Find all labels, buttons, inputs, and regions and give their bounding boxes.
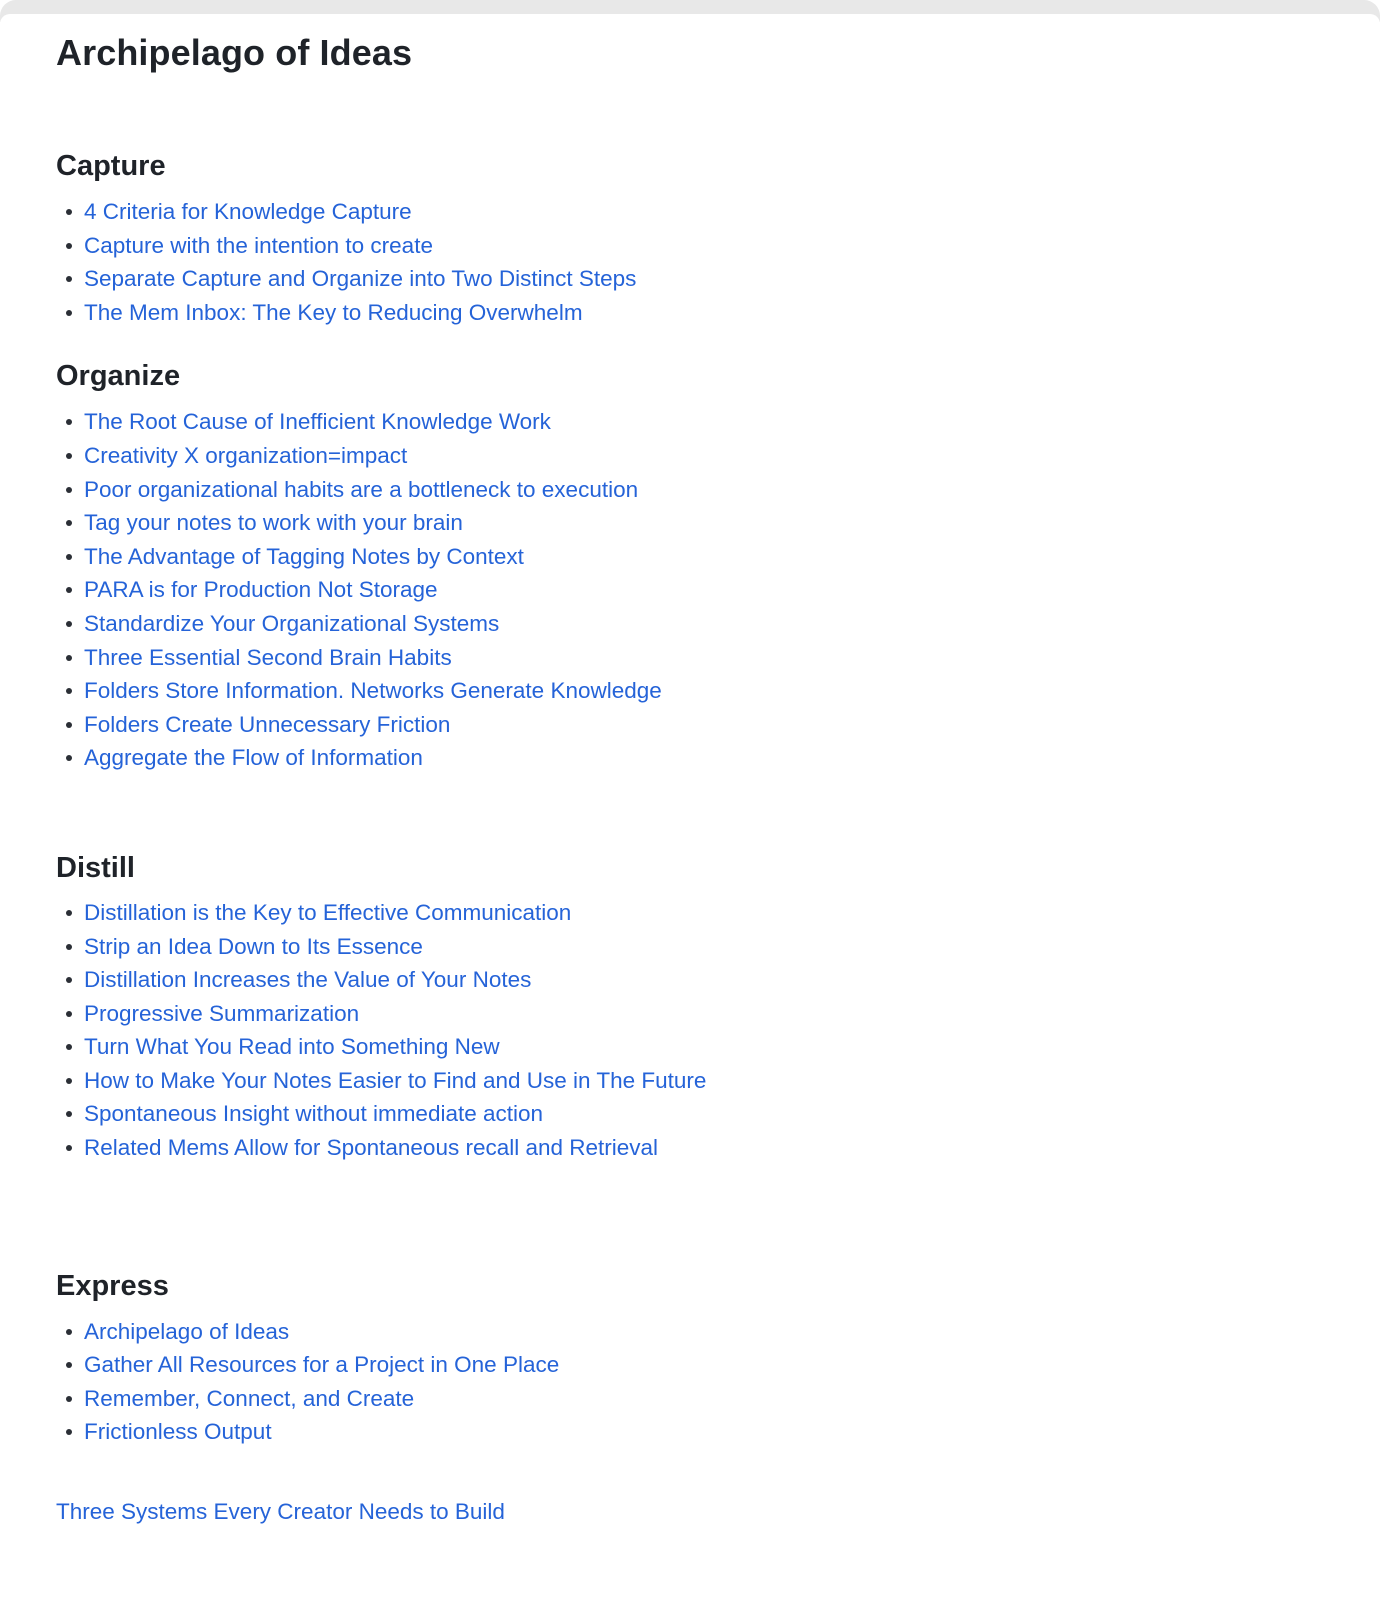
bullet-icon [66, 1362, 72, 1368]
list-item [66, 405, 1336, 439]
bullet-icon [66, 1078, 72, 1084]
list-item [66, 473, 1336, 507]
list-item [66, 506, 1336, 540]
organize-note-list [56, 405, 1336, 775]
list-item [66, 1382, 1336, 1416]
list-item [66, 1131, 1336, 1165]
bullet-icon [66, 243, 72, 249]
bullet-icon [66, 1396, 72, 1402]
note-link[interactable]: Three Essential Second Brain Habits [84, 644, 452, 670]
list-item [66, 1097, 1336, 1131]
list-item [66, 607, 1336, 641]
window-top-chrome-edge [0, 14, 1380, 24]
bullet-icon [66, 1111, 72, 1117]
note-link[interactable]: Aggregate the Flow of Information [84, 745, 423, 771]
footer-link[interactable]: Three Systems Every Creator Needs to Build [56, 1499, 505, 1525]
section-organize [56, 356, 1336, 775]
note-link[interactable]: Distillation is the Key to Effective Communication [84, 899, 572, 925]
express-note-list [56, 1315, 1336, 1449]
note-link[interactable]: PARA is for Production Not Storage [84, 577, 438, 603]
section-distill [56, 848, 1336, 1165]
note-link[interactable]: Gather All Resources for a Project in One Place [84, 1352, 560, 1378]
list-item [66, 1315, 1336, 1349]
list-item [66, 195, 1336, 229]
note-link[interactable]: Related Mems Allow for Spontaneous recall and Retrieval [84, 1135, 659, 1161]
list-item [66, 1030, 1336, 1064]
bullet-icon [66, 587, 72, 593]
section-heading-distill: Distill [56, 851, 135, 884]
note-link[interactable]: Folders Create Unnecessary Friction [84, 711, 451, 737]
bullet-icon [66, 910, 72, 916]
list-item [66, 963, 1336, 997]
note-link[interactable]: Distillation Increases the Value of Your Notes [84, 967, 532, 993]
bullet-icon [66, 1145, 72, 1151]
bullet-icon [66, 1429, 72, 1435]
note-link[interactable]: Progressive Summarization [84, 1000, 360, 1026]
list-item [66, 229, 1336, 263]
note-link[interactable]: Strip an Idea Down to Its Essence [84, 933, 423, 959]
list-item [66, 1064, 1336, 1098]
bullet-icon [66, 554, 72, 560]
list-item [66, 573, 1336, 607]
list-item [66, 741, 1336, 775]
note-link[interactable]: Frictionless Output [84, 1419, 272, 1445]
section-heading-express: Express [56, 1269, 169, 1302]
bullet-icon [66, 520, 72, 526]
list-item [66, 708, 1336, 742]
bullet-icon [66, 977, 72, 983]
bullet-icon [66, 944, 72, 950]
bullet-icon [66, 209, 72, 215]
bullet-icon [66, 276, 72, 282]
note-link[interactable]: Standardize Your Organizational Systems [84, 610, 500, 636]
section-capture [56, 146, 1336, 329]
note-link[interactable]: Archipelago of Ideas [84, 1318, 290, 1344]
bullet-icon [66, 453, 72, 459]
list-item [66, 641, 1336, 675]
note-link[interactable]: Poor organizational habits are a bottleneck to execution [84, 476, 639, 502]
list-item [66, 1415, 1336, 1449]
section-heading-capture: Capture [56, 150, 166, 182]
bullet-icon [66, 310, 72, 316]
bullet-icon [66, 688, 72, 694]
note-link[interactable]: Spontaneous Insight without immediate action [84, 1101, 544, 1127]
list-item [66, 997, 1336, 1031]
bullet-icon [66, 1044, 72, 1050]
list-item [66, 439, 1336, 473]
note-link[interactable]: The Advantage of Tagging Notes by Context [84, 543, 524, 569]
list-item [66, 262, 1336, 296]
page-title: Archipelago of Ideas [56, 32, 413, 73]
note-link[interactable]: Folders Store Information. Networks Generate Knowledge [84, 678, 662, 704]
note-link[interactable]: 4 Criteria for Knowledge Capture [84, 199, 412, 224]
note-link[interactable]: Tag your notes to work with your brain [84, 510, 463, 536]
note-link[interactable]: Creativity X organization=impact [84, 442, 408, 468]
document-body [56, 30, 1336, 1528]
section-express [56, 1266, 1336, 1449]
note-link[interactable]: Capture with the intention to create [84, 232, 433, 258]
note-link[interactable]: Separate Capture and Organize into Two Distinct Steps [84, 266, 637, 292]
list-item [66, 674, 1336, 708]
note-link[interactable]: Remember, Connect, and Create [84, 1385, 415, 1411]
bullet-icon [66, 722, 72, 728]
bullet-icon [66, 755, 72, 761]
window-top-chrome [0, 0, 1380, 22]
note-link[interactable]: The Root Cause of Inefficient Knowledge Work [84, 409, 551, 435]
distill-note-list [56, 896, 1336, 1165]
note-link[interactable]: Turn What You Read into Something New [84, 1034, 500, 1060]
list-item [66, 896, 1336, 930]
bullet-icon [66, 655, 72, 661]
bullet-icon [66, 487, 72, 493]
list-item [66, 1348, 1336, 1382]
section-heading-organize: Organize [56, 360, 181, 393]
bullet-icon [66, 419, 72, 425]
list-item [66, 930, 1336, 964]
note-link[interactable]: The Mem Inbox: The Key to Reducing Overwhelm [84, 299, 583, 325]
note-link[interactable]: How to Make Your Notes Easier to Find and Use in The Future [84, 1067, 707, 1093]
bullet-icon [66, 1011, 72, 1017]
list-item [66, 296, 1336, 330]
bullet-icon [66, 621, 72, 627]
bullet-icon [66, 1329, 72, 1335]
list-item [66, 540, 1336, 574]
capture-note-list [56, 195, 1336, 329]
